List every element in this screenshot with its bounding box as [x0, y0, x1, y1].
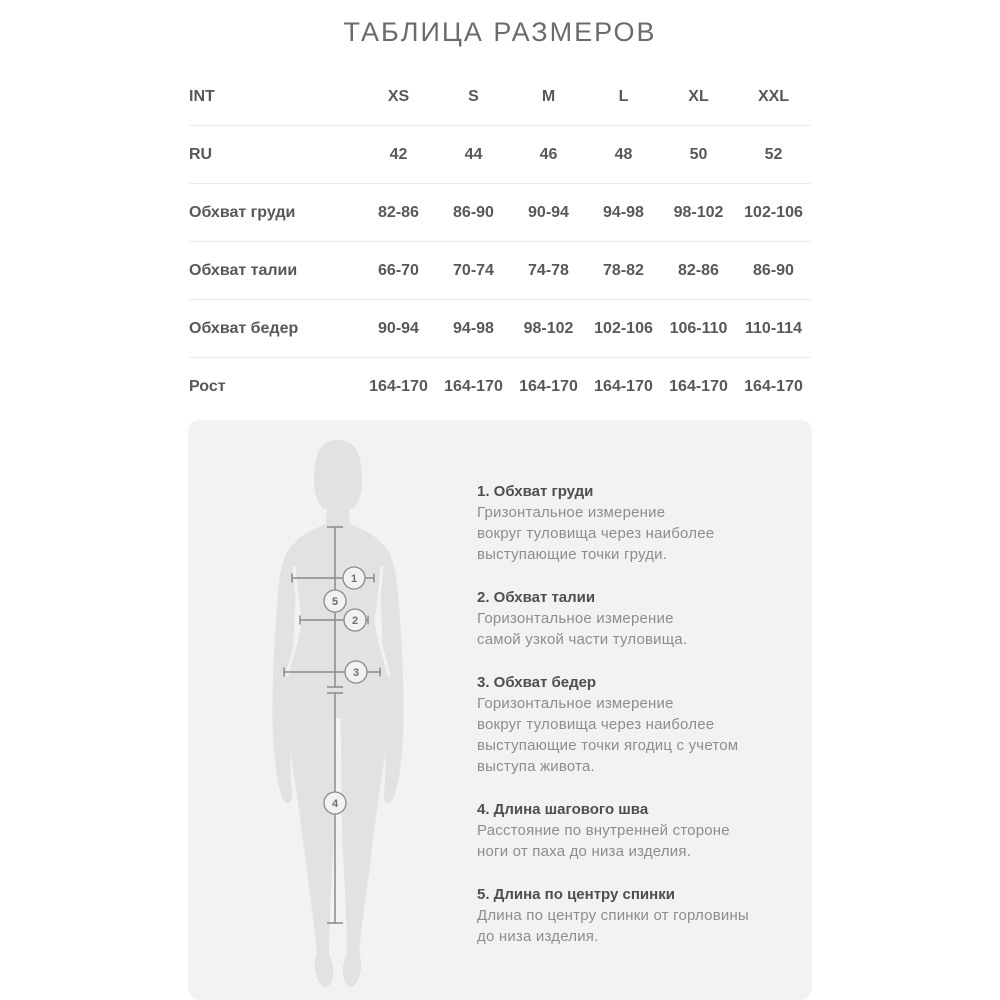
size-table — [189, 68, 811, 416]
table-cell: 98-102 — [673, 203, 724, 221]
guide-text-line: Расстояние по внутренней стороне — [477, 822, 730, 839]
table-cell: 44 — [464, 145, 483, 163]
marker-4-label: 4 — [331, 798, 339, 810]
measurement-descriptions — [477, 481, 787, 969]
guide-text-line: выступа живота. — [477, 758, 595, 775]
guide-text-line: вокруг туловища через наиболее — [477, 525, 715, 542]
guide-section-chest — [477, 481, 787, 565]
row-label: INT — [189, 87, 215, 105]
table-cell: 86-90 — [453, 203, 494, 221]
guide-text-line: Длина по центру спинки от горловины — [477, 907, 749, 924]
table-row — [189, 358, 811, 416]
guide-text-line: Горизонтальное измерение — [477, 610, 674, 627]
guide-text-line: вокруг туловища через наиболее — [477, 716, 715, 733]
guide-text-line: выступающие точки ягодиц с учетом — [477, 737, 739, 754]
table-cell: 66-70 — [378, 261, 419, 279]
guide-text-line: до низа изделия. — [477, 928, 599, 945]
table-cell: XL — [688, 87, 709, 105]
guide-section-title: 3. Обхват бедер — [477, 674, 597, 691]
table-cell: 42 — [389, 145, 408, 163]
body-silhouette — [272, 440, 403, 988]
row-label: Обхват бедер — [189, 319, 299, 337]
table-cell: 102-106 — [594, 319, 653, 337]
table-cell: 102-106 — [744, 203, 803, 221]
guide-text-line: выступающие точки груди. — [477, 546, 668, 563]
table-cell: 98-102 — [523, 319, 574, 337]
table-cell: 94-98 — [453, 319, 494, 337]
guide-section-title: 5. Длина по центру спинки — [477, 886, 675, 903]
table-cell: 70-74 — [453, 261, 494, 279]
guide-text-line: Горизонтальное измерение — [477, 695, 674, 712]
table-cell: 90-94 — [528, 203, 569, 221]
table-cell: 164-170 — [369, 378, 428, 395]
table-cell: S — [468, 87, 479, 105]
guide-text-line: ноги от паха до низа изделия. — [477, 843, 692, 860]
row-label: RU — [189, 145, 213, 163]
table-cell: M — [541, 87, 556, 105]
table-cell: 164-170 — [594, 378, 653, 395]
guide-section-inseam — [477, 799, 787, 862]
table-cell: XS — [387, 87, 410, 105]
table-cell: 46 — [539, 145, 558, 163]
table-cell: 106-110 — [669, 319, 728, 337]
table-cell: 94-98 — [603, 203, 644, 221]
table-cell: 164-170 — [444, 378, 503, 395]
table-cell: 74-78 — [528, 261, 569, 279]
guide-section-title: 4. Длина шагового шва — [477, 801, 649, 818]
table-cell: XXL — [757, 87, 790, 105]
table-row — [189, 242, 811, 300]
marker-1-label: 1 — [350, 573, 358, 585]
guide-section-back-length — [477, 884, 787, 947]
table-cell: 82-86 — [378, 203, 419, 221]
measurement-guide-panel — [188, 420, 812, 1000]
table-cell: 48 — [614, 145, 633, 163]
guide-section-hips — [477, 672, 787, 777]
table-cell: 82-86 — [678, 261, 719, 279]
table-cell: 86-90 — [753, 261, 794, 279]
marker-3-label: 3 — [352, 667, 360, 679]
guide-section-waist — [477, 587, 787, 650]
row-label: Рост — [189, 378, 226, 395]
table-row — [189, 68, 811, 126]
table-cell: 164-170 — [744, 378, 803, 395]
marker-2-label: 2 — [351, 615, 359, 627]
table-cell: 50 — [689, 145, 708, 163]
guide-section-title: 2. Обхват талии — [477, 589, 596, 606]
page-title: ТАБЛИЦА РАЗМЕРОВ — [343, 17, 657, 47]
table-row — [189, 184, 811, 242]
guide-section-title: 1. Обхват груди — [477, 483, 594, 500]
table-cell: 110-114 — [745, 319, 802, 337]
table-row — [189, 126, 811, 184]
table-cell: 78-82 — [603, 261, 644, 279]
table-row — [189, 300, 811, 358]
row-label: Обхват талии — [189, 261, 298, 279]
row-label: Обхват груди — [189, 203, 296, 221]
table-cell: 164-170 — [519, 378, 578, 395]
table-cell: 164-170 — [669, 378, 728, 395]
table-cell: L — [618, 87, 629, 105]
table-cell: 52 — [764, 145, 783, 163]
guide-text-line: Гризонтальное измерение — [477, 504, 666, 521]
marker-5-label: 5 — [331, 596, 339, 608]
guide-text-line: самой узкой части туловища. — [477, 631, 688, 648]
table-cell: 90-94 — [378, 319, 419, 337]
